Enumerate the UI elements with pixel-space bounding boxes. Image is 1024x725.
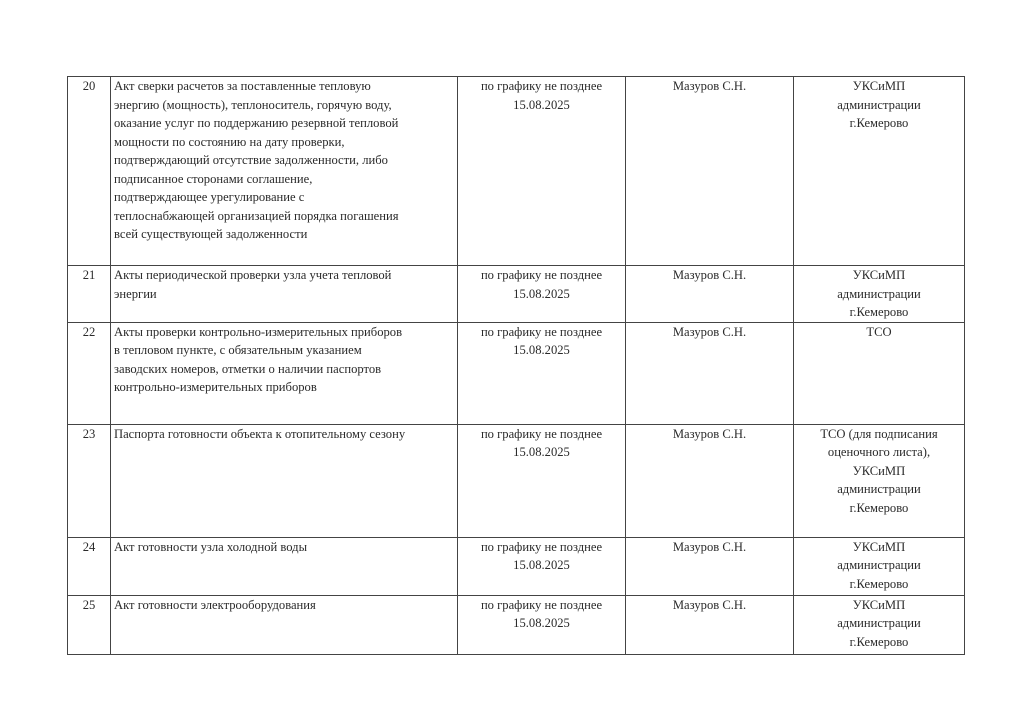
row-organization: УКСиМП администрации г.Кемерово: [794, 537, 965, 595]
row-responsible: Мазуров С.Н.: [626, 77, 794, 266]
row-deadline: по графику не позднее 15.08.2025: [458, 537, 626, 595]
row-deadline: по графику не позднее 15.08.2025: [458, 322, 626, 424]
schedule-table: [67, 76, 965, 655]
row-organization: УКСиМП администрации г.Кемерово: [794, 266, 965, 323]
row-organization: ТСО: [794, 322, 965, 424]
row-description: Акты проверки контрольно-измерительных приборов в тепловом пункте, с обязательным указанием заводских номеров, отметки о наличии паспортов контрольно-измерительных приборов: [111, 322, 458, 424]
row-description: Акты периодической проверки узла учета тепловой энергии: [111, 266, 458, 323]
table-row: [68, 77, 965, 266]
table-row: [68, 266, 965, 323]
row-deadline: по графику не позднее 15.08.2025: [458, 595, 626, 654]
row-number: 22: [68, 322, 111, 424]
row-responsible: Мазуров С.Н.: [626, 595, 794, 654]
table-row: [68, 424, 965, 537]
row-number: 23: [68, 424, 111, 537]
row-responsible: Мазуров С.Н.: [626, 322, 794, 424]
row-responsible: Мазуров С.Н.: [626, 537, 794, 595]
row-organization: УКСиМП администрации г.Кемерово: [794, 77, 965, 266]
table-row: [68, 322, 965, 424]
row-deadline: по графику не позднее 15.08.2025: [458, 266, 626, 323]
row-number: 21: [68, 266, 111, 323]
row-organization: ТСО (для подписания оценочного листа), УКСиМП администрации г.Кемерово: [794, 424, 965, 537]
row-organization: УКСиМП администрации г.Кемерово: [794, 595, 965, 654]
row-responsible: Мазуров С.Н.: [626, 266, 794, 323]
row-description: Акт сверки расчетов за поставленные тепловую энергию (мощность), теплоноситель, горячую воду, оказание услуг по поддержанию резервной тепловой мощности по состоянию на дату проверки, подтверждающий отсутствие задолженности, либо подписанное сторонами соглашение, подтверждающее урегулирование с теплоснабжающей организацией порядка погашения всей существующей задолженности: [111, 77, 458, 266]
row-deadline: по графику не позднее 15.08.2025: [458, 424, 626, 537]
row-number: 24: [68, 537, 111, 595]
row-number: 20: [68, 77, 111, 266]
row-number: 25: [68, 595, 111, 654]
row-description: Акт готовности электрооборудования: [111, 595, 458, 654]
row-description: Акт готовности узла холодной воды: [111, 537, 458, 595]
row-deadline: по графику не позднее 15.08.2025: [458, 77, 626, 266]
table-row: [68, 537, 965, 595]
table-row: [68, 595, 965, 654]
row-responsible: Мазуров С.Н.: [626, 424, 794, 537]
row-description: Паспорта готовности объекта к отопительному сезону: [111, 424, 458, 537]
